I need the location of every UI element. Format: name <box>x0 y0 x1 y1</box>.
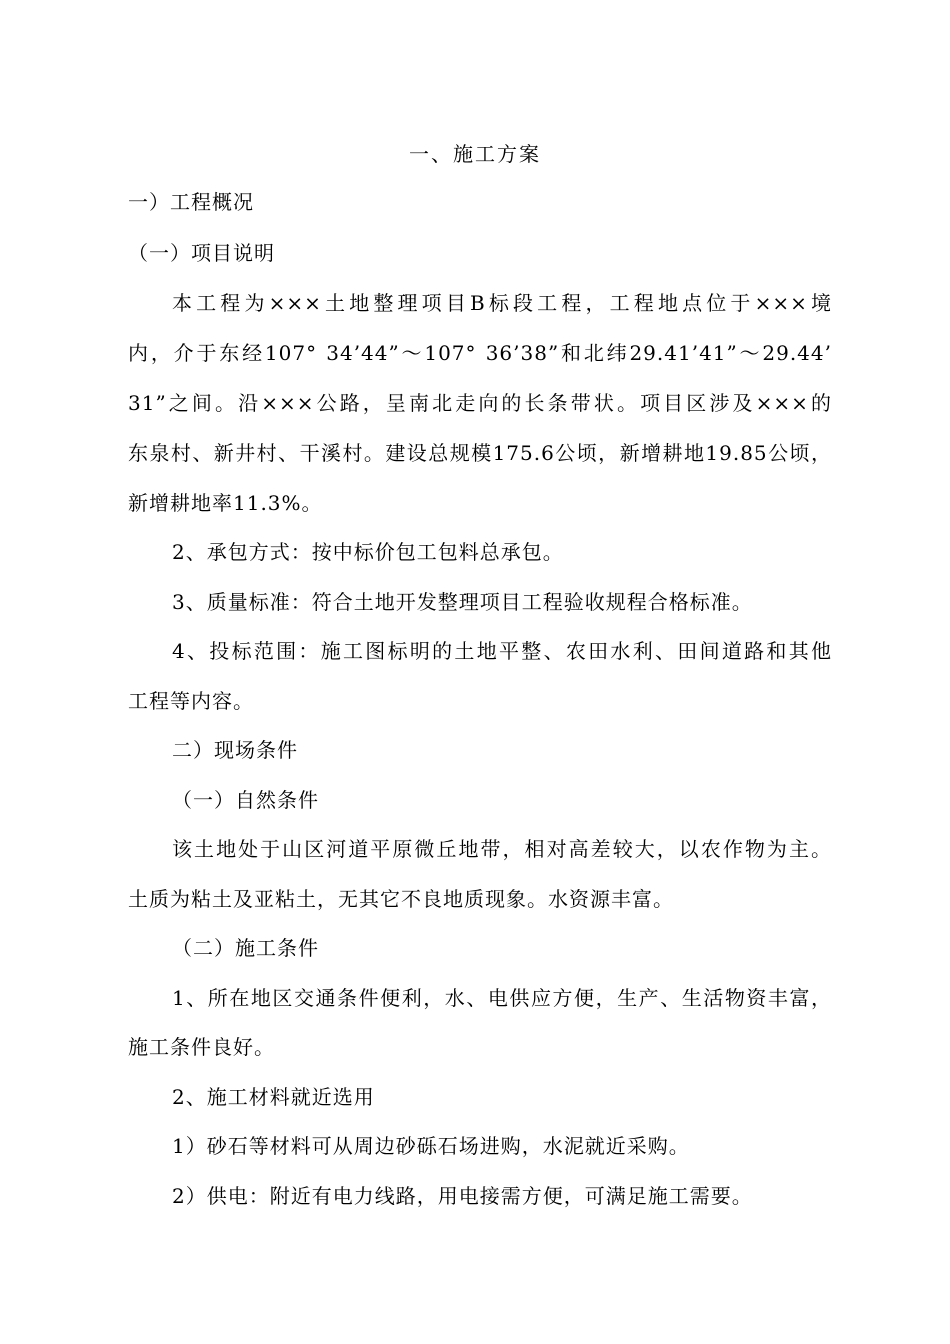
paragraph-line: 施工条件良好。 <box>128 1035 275 1059</box>
paragraph-line: 31”之间。沿×××公路，呈南北走向的长条带状。项目区涉及×××的 <box>128 391 832 415</box>
list-item: 2）供电：附近有电力线路，用电接需方便，可满足施工需要。 <box>172 1184 753 1208</box>
paragraph-line: 本工程为×××土地整理项目B标段工程，工程地点位于×××境 <box>172 291 832 315</box>
subsection-heading-project: （一）项目说明 <box>128 241 275 265</box>
contract-method: 2、承包方式：按中标价包工包料总承包。 <box>172 540 564 564</box>
paragraph-line: 新增耕地率11.3%。 <box>128 491 323 515</box>
bid-scope: 4、投标范围：施工图标明的土地平整、农田水利、田间道路和其他 <box>172 639 832 663</box>
section-heading-overview: 一）工程概况 <box>128 190 254 214</box>
list-item: 2、施工材料就近选用 <box>172 1085 375 1109</box>
subsection-heading-natural: （一）自然条件 <box>172 788 319 812</box>
paragraph-line: 东泉村、新井村、干溪村。建设总规模175.6公顷，新增耕地19.85公顷， <box>128 441 832 465</box>
section-heading-site: 二）现场条件 <box>172 738 298 762</box>
document-title: 一、施工方案 <box>409 142 541 166</box>
list-item: 1）砂石等材料可从周边砂砾石场进购，水泥就近采购。 <box>172 1134 690 1158</box>
paragraph-line: 1、所在地区交通条件便利，水、电供应方便，生产、生活物资丰富， <box>172 986 832 1010</box>
paragraph-line: 土质为粘土及亚粘土，无其它不良地质现象。水资源丰富。 <box>128 887 674 911</box>
paragraph-line: 该土地处于山区河道平原微丘地带，相对高差较大，以农作物为主。 <box>172 837 832 861</box>
subsection-heading-construction: （二）施工条件 <box>172 936 319 960</box>
quality-standard: 3、质量标准：符合土地开发整理项目工程验收规程合格标准。 <box>172 590 753 614</box>
bid-scope-continued: 工程等内容。 <box>128 689 254 713</box>
paragraph-line: 内，介于东经107° 34’44”～107° 36’38”和北纬29.41’41”～29.44’ <box>128 341 832 365</box>
